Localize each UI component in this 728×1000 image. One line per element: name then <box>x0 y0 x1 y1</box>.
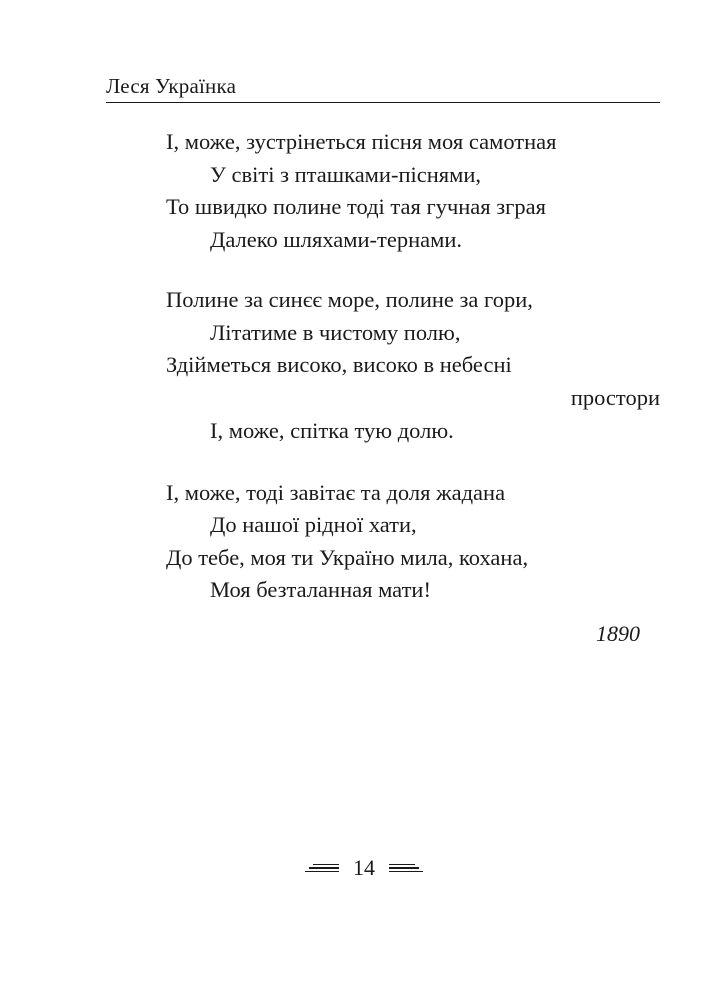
poem-line: І, може, зустрінеться пісня моя самотная <box>166 129 557 154</box>
poem-line: Моя безталанная мати! <box>210 577 431 602</box>
poem-line: І, може, тоді завітає та доля жадана <box>166 480 506 505</box>
page-footer <box>0 855 728 881</box>
poem-line: То швидко полине тоді тая гучная зграя <box>166 194 546 219</box>
poem-line: У світі з пташками-піснями, <box>210 162 482 187</box>
poem-line: Полине за синєє море, полине за гори, <box>166 287 533 312</box>
poem-line-continuation: простори <box>570 385 660 410</box>
right-ornament <box>389 864 423 873</box>
poem-line: До нашої рідної хати, <box>210 512 417 537</box>
poem-date: 1890 <box>596 621 640 646</box>
poem-line: Далеко шляхами-тернами. <box>210 227 463 252</box>
poem-line: Літатиме в чистому полю, <box>210 320 461 345</box>
page-number: 14 <box>353 855 375 880</box>
poem-line: До тебе, моя ти Україно мила, кохана, <box>166 545 529 570</box>
left-ornament <box>305 864 339 873</box>
poem-line: Здійметься високо, високо в небесні <box>166 352 512 377</box>
poem-line: І, може, спітка тую долю. <box>210 418 454 443</box>
author-name: Леся Українка <box>106 74 237 98</box>
